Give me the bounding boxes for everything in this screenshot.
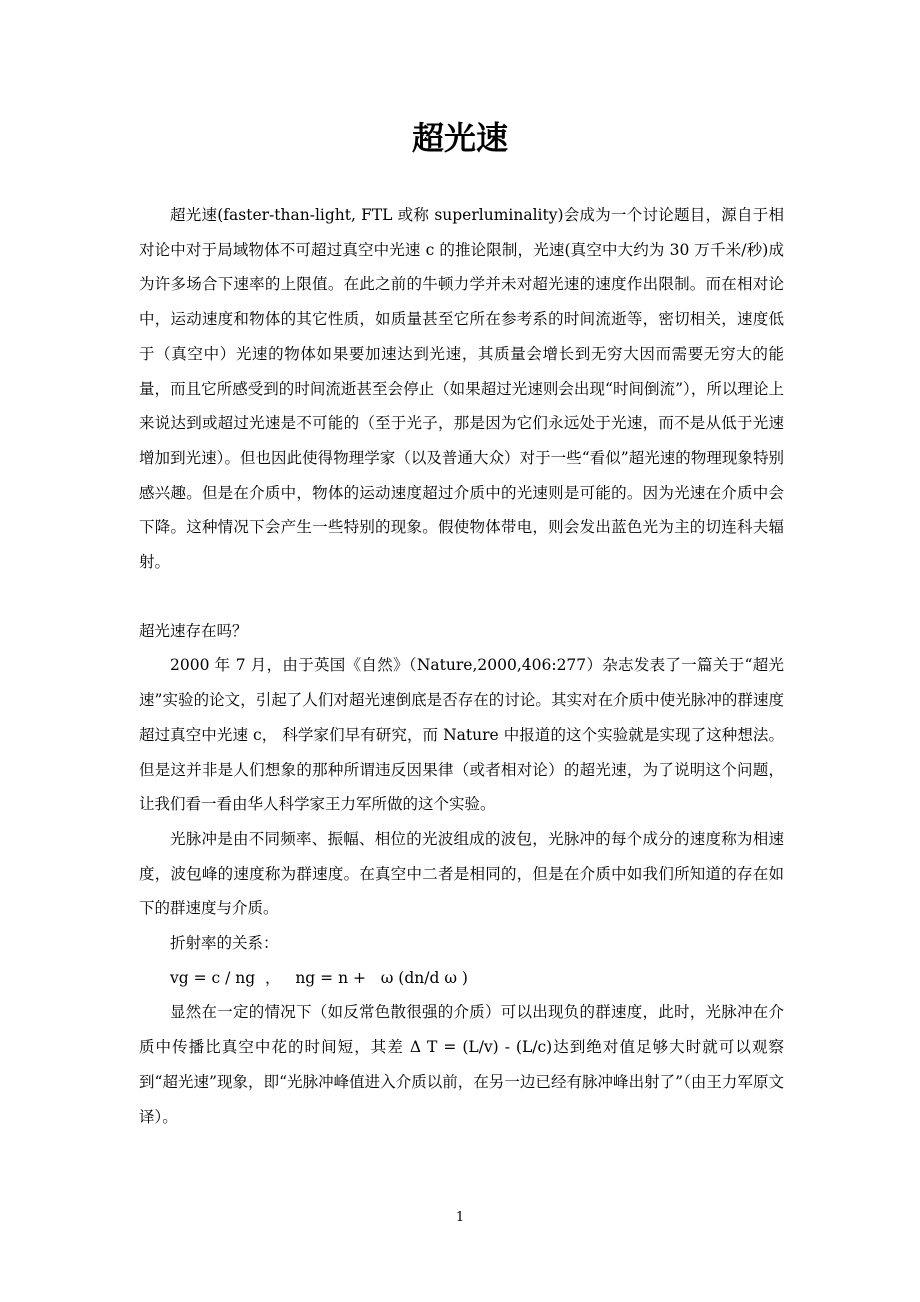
group-velocity-formula: vg = c / ng ， ng = n + ω (dn/d ω ) [170, 968, 468, 987]
nature-experiment-paragraph: 2000 年 7 月，由于英国《自然》（Nature,2000,406:277）杂志发表了一篇关于“超光速”实验的论文，引起了人们对超光速倒底是否存在的讨论。其实对在介质中使光脉冲的群速度超过真空中光速 c， 科学家们早有研究，而 Nature 中报道的这个实验就是实现了这种想法。但是这并非是人们想象的那种所谓违反因果律（或者相对论）的超光速，为了说明这个问题，让我们看一看由华人科学家王力军所做的这个实验。 [139, 656, 784, 814]
page-number: 1 [455, 1210, 465, 1225]
paragraph-spacer [139, 580, 784, 614]
section-heading: 超光速存在吗？ [139, 621, 248, 640]
document-body [139, 198, 784, 1134]
closing-paragraph: 显然在一定的情况下（如反常色散很强的介质）可以出现负的群速度，此时，光脉冲在介质中传播比真空中花的时间短，其差 Δ T = (L/v) - (L/c)达到绝对值足够大时就可以观察到“超光速”现象，即“光脉冲峰值进入介质以前，在另一边已经有脉冲峰出射了”（由王力军原文译）。 [139, 1003, 784, 1126]
document-title: 超光速 [411, 119, 508, 157]
light-pulse-paragraph: 光脉冲是由不同频率、振幅、相位的光波组成的波包，光脉冲的每个成分的速度称为相速度，波包峰的速度称为群速度。在真空中二者是相同的，但是在介质中如我们所知道的存在如下的群速度与介质。 [139, 829, 784, 918]
refraction-relation-label: 折射率的关系： [170, 934, 279, 953]
intro-paragraph: 超光速(faster-than-light, FTL 或称 superluminality)会成为一个讨论题目，源自于相对论中对于局域物体不可超过真空中光速 c 的推论限制，光速(真空中大约为 30 万千米/秒)成为许多场合下速率的上限值。在此之前的牛顿力学并未对超光速的速度作出限制。而在相对论中，运动速度和物体的其它性质，如质量甚至它所在参考系的时间流逝等，密切相关，速度低于（真空中）光速的物体如果要加速达到光速，其质量会增长到无穷大因而需要无穷大的能量，而且它所感受到的时间流逝甚至会停止（如果超过光速则会出现“时间倒流”），所以理论上来说达到或超过光速是不可能的（至于光子，那是因为它们永远处于光速，而不是从低于光速增加到光速）。但也因此使得物理学家（以及普通大众）对于一些“看似”超光速的物理现象特别感兴趣。但是在介质中，物体的运动速度超过介质中的光速则是可能的。因为光速在介质中会下降。这种情况下会产生一些特别的现象。假使物体带电，则会发出蓝色光为主的切连科夫辐射。 [139, 206, 784, 572]
